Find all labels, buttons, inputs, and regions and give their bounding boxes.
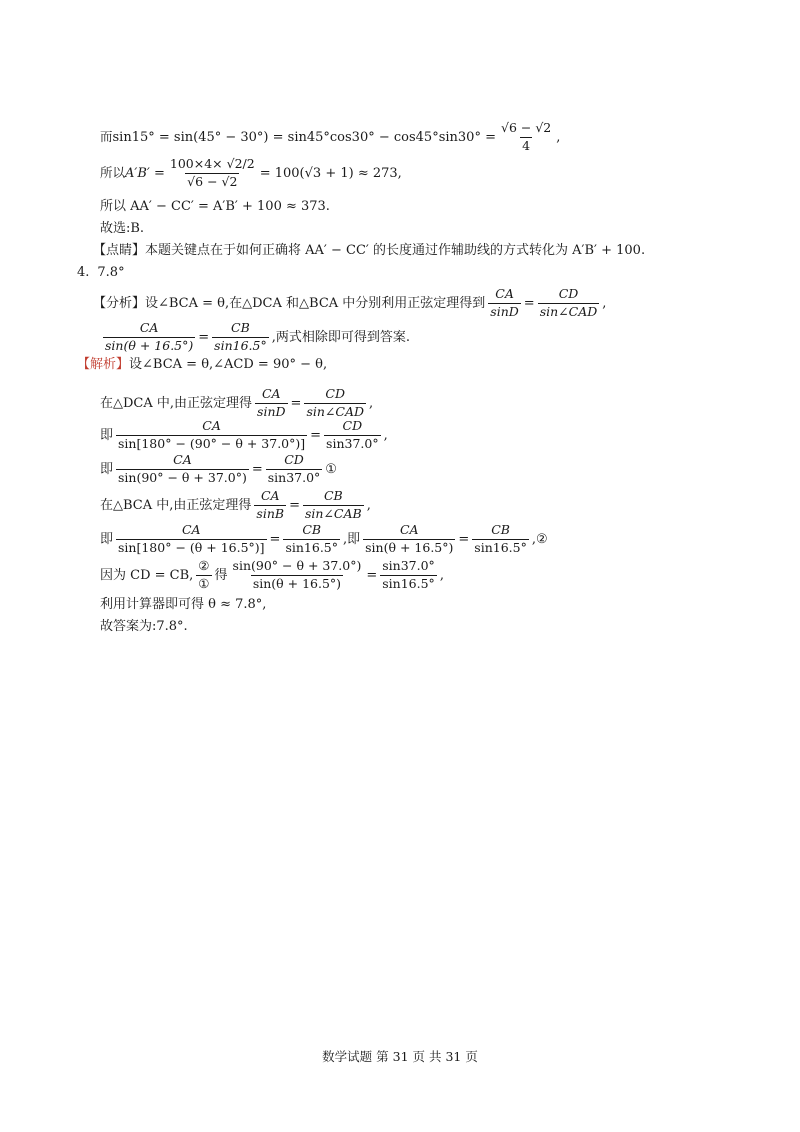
analysis-text: 【分析】设∠BCA = θ,在△DCA 和△BCA 中分别利用正弦定理得到: [93, 295, 486, 311]
fraction-numerator: CA: [260, 488, 280, 503]
fraction-numerator: CB: [323, 488, 343, 503]
text-prefix: 在△DCA 中,由正弦定理得: [100, 395, 253, 411]
fraction: [168, 158, 257, 188]
line-sine-law-dca-2: [100, 420, 388, 450]
text-prefix: 即: [100, 461, 114, 477]
equals-sign: =: [366, 567, 378, 583]
question-4-header: [77, 266, 125, 279]
fraction: [363, 524, 455, 554]
text-prefix: 即: [100, 531, 114, 547]
line-equation-1: [100, 454, 337, 484]
fraction-denominator: ①: [198, 575, 210, 591]
fraction-numerator: CA: [261, 386, 281, 401]
solution-tag: 【解析】: [77, 357, 130, 372]
text-mid: 得: [214, 567, 228, 583]
equals-sign: =: [269, 531, 281, 547]
fraction-denominator: sin16.5°: [474, 539, 527, 555]
equation-marker: ①: [325, 461, 337, 477]
fraction-numerator: sin(90° − θ + 37.0°): [232, 558, 362, 573]
fraction: [488, 288, 521, 318]
text-suffix: ,: [602, 295, 607, 311]
fraction-numerator: CD: [284, 452, 304, 467]
fraction-denominator: sin37.0°: [326, 435, 379, 451]
question-number: 4.: [77, 265, 90, 280]
equals-sign: =: [198, 329, 210, 345]
final-answer: 故答案为:7.8°.: [100, 619, 188, 634]
fraction: [196, 560, 211, 590]
fraction-numerator: CA: [181, 522, 201, 537]
line-calculator: [100, 598, 266, 611]
equals-sign: =: [458, 531, 470, 547]
fraction: [116, 420, 307, 450]
line-final-answer: [100, 620, 188, 633]
line-solution-start: [77, 358, 327, 371]
fraction-numerator: CB: [302, 522, 322, 537]
line-aa-cc: [100, 200, 330, 213]
text-prefix: 在△BCA 中,由正弦定理得: [100, 497, 252, 513]
equals-sign: =: [310, 427, 322, 443]
text-suffix: ,: [556, 129, 561, 145]
math-lhs: A′B′ =: [125, 165, 165, 181]
fraction-denominator: sinB: [256, 505, 285, 521]
page-footer: 数学试题 第 31 页 共 31 页: [322, 1049, 478, 1064]
fraction-denominator: sin16.5°: [382, 575, 435, 591]
line-sin15: [100, 122, 560, 152]
text-suffix: ,: [369, 395, 374, 411]
fraction-denominator: sin37.0°: [267, 469, 321, 485]
equals-sign: =: [251, 461, 263, 477]
math-expression: sin15° = sin(45° − 30°) = sin45°cos30° − cos45°sin30° =: [112, 129, 496, 145]
text-prefix: 即: [100, 427, 114, 443]
note-text: 【点睛】本题关键点在于如何正确将 AA′ − CC′ 的长度通过作辅助线的方式转化为 A′B′ + 100.: [93, 243, 646, 258]
calc-text: 利用计算器即可得 θ ≈ 7.8°,: [100, 597, 267, 612]
fraction-numerator: √6 − √2: [500, 120, 552, 135]
fraction: [231, 560, 364, 590]
text-suffix: ,: [366, 497, 371, 513]
equation-marker: ,②: [531, 531, 548, 547]
fraction-denominator: sin[180° − (θ + 16.5°)]: [118, 539, 265, 555]
math-rhs: = 100(√3 + 1) ≈ 273,: [259, 165, 402, 181]
fraction: [472, 524, 529, 554]
equals-sign: =: [523, 295, 535, 311]
fraction: [283, 524, 340, 554]
fraction-denominator: sinD: [490, 303, 519, 319]
line-choice: [100, 222, 144, 235]
fraction-denominator: sin(θ + 16.5°): [105, 337, 194, 353]
solution-text: 设∠BCA = θ,∠ACD = 90° − θ,: [129, 357, 328, 372]
text-suffix: ,: [439, 567, 444, 583]
fraction-denominator: sin(θ + 16.5°): [252, 575, 342, 591]
fraction-denominator: sin(θ + 16.5°): [365, 539, 454, 555]
fraction-numerator: CA: [202, 418, 221, 433]
fraction: [303, 490, 364, 520]
fraction: [266, 454, 323, 484]
fraction-numerator: CD: [342, 418, 363, 433]
equals-sign: =: [290, 395, 302, 411]
fraction-denominator: sinD: [257, 403, 286, 419]
text-prefix: 而: [100, 128, 113, 144]
fraction-numerator: CB: [491, 522, 510, 537]
question-answer: 7.8°: [97, 265, 125, 280]
fraction-denominator: sin∠CAD: [539, 303, 598, 319]
fraction: [255, 388, 288, 418]
fraction-numerator: CD: [558, 286, 579, 301]
text-suffix: ,: [383, 427, 388, 443]
fraction-denominator: √6 − √2: [187, 173, 238, 189]
text-prefix: 因为 CD = CB,: [100, 567, 194, 583]
fraction-numerator: CD: [325, 386, 346, 401]
fraction-numerator: CB: [231, 320, 250, 335]
fraction-numerator: CA: [495, 286, 514, 301]
fraction: [116, 454, 249, 484]
fraction-denominator: sin16.5°: [214, 337, 267, 353]
fraction: [116, 524, 267, 554]
text-suffix: ,两式相除即可得到答案.: [271, 329, 410, 345]
fraction-numerator: CA: [173, 452, 192, 467]
line-equation-2: [100, 524, 548, 554]
fraction: [304, 388, 366, 418]
fraction: [103, 322, 195, 352]
fraction: [538, 288, 600, 318]
math-line: 所以 AA′ − CC′ = A′B′ + 100 ≈ 373.: [100, 199, 330, 214]
line-analysis-cont: [100, 322, 410, 352]
fraction-denominator: sin∠CAD: [306, 403, 364, 419]
fraction: [380, 560, 437, 590]
answer-choice: 故选:B.: [100, 221, 145, 236]
line-sine-law-bca: [100, 490, 371, 520]
line-divide: [100, 560, 444, 590]
fraction-denominator: sin(90° − θ + 37.0°): [118, 469, 247, 485]
fraction-numerator: CA: [139, 320, 159, 335]
fraction-denominator: sin∠CAB: [304, 505, 362, 521]
text-mid: ,即: [343, 531, 361, 547]
fraction-numerator: ②: [198, 558, 210, 573]
equals-sign: =: [289, 497, 300, 513]
line-note: [93, 244, 645, 257]
fraction-denominator: sin16.5°: [285, 539, 338, 555]
fraction: [254, 490, 286, 520]
fraction: [499, 122, 553, 152]
line-analysis: [93, 288, 606, 318]
fraction-numerator: CA: [399, 522, 419, 537]
text-prefix: 所以: [100, 164, 126, 180]
fraction: [324, 420, 381, 450]
fraction-denominator: sin[180° − (90° − θ + 37.0°)]: [118, 435, 306, 451]
fraction: [212, 322, 269, 352]
fraction-denominator: 4: [522, 137, 531, 153]
fraction-numerator: 100×4× √2/2: [169, 156, 255, 171]
line-sine-law-dca: [100, 388, 373, 418]
fraction-numerator: sin37.0°: [382, 558, 435, 573]
line-ab-value: [100, 158, 402, 188]
